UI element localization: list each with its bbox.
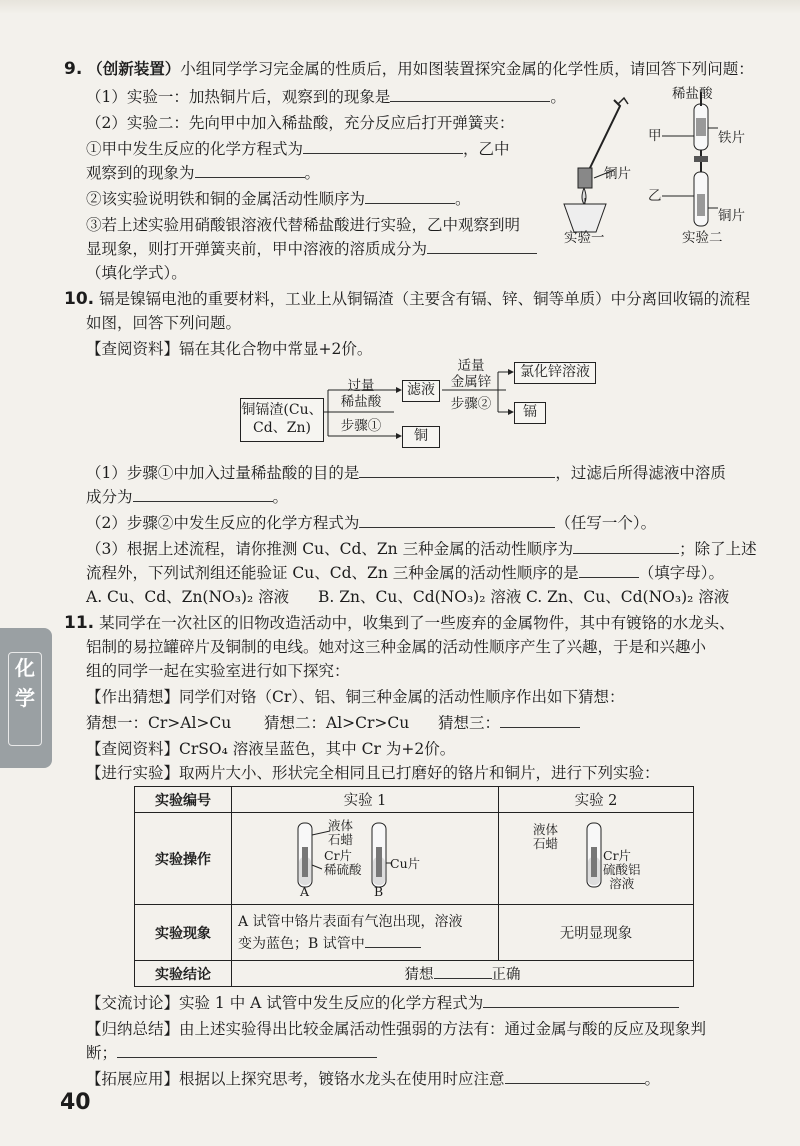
q9-part2: （2）实验二：先向甲中加入稀盐酸，充分反应后打开弹簧夹：: [86, 114, 515, 132]
exp1-label-cr: Cr片: [324, 848, 353, 863]
q11-blank-summary[interactable]: [117, 1043, 377, 1058]
q9-fig-dilute-hcl: 稀盐酸: [672, 86, 713, 102]
q9-blank-2[interactable]: [303, 139, 463, 154]
q10-flow-step2: 步骤②: [450, 396, 492, 412]
q10-info: 【查阅资料】镉在其化合物中常显+2价。: [86, 340, 373, 358]
q10-flow-reagent2: 适量 金属锌: [450, 358, 492, 390]
q10-option-b[interactable]: B. Zn、Cu、Cd(NO₃)₂ 溶液: [318, 588, 522, 606]
exp2-label-cr: Cr片: [603, 848, 632, 863]
q11-blank-extend[interactable]: [505, 1069, 645, 1084]
q11-number: 11.: [64, 613, 95, 633]
table-header-operation: 实验操作: [135, 813, 232, 905]
q11-stem-2: 铝制的易拉罐碎片及铜制的电线。她对这三种金属的活动性顺序产生了兴趣，于是和兴趣小: [86, 638, 707, 656]
q11-experiment-table: [134, 786, 694, 987]
test-tube-setup: [662, 92, 718, 226]
exp2-label-solution: 硫酸铝 溶液: [603, 862, 641, 891]
q11-experiment-intro: 【进行实验】取两片大小、形状完全相同且已打磨好的铬片和铜片，进行下列实验：: [86, 764, 660, 782]
q10-flow-zncl2: 氯化锌溶液: [514, 362, 596, 384]
q11-stem-1: 11. 某同学在一次社区的旧物改造活动中，收集到了一些废弃的金属物件，其中有镀铬的水龙头、: [64, 613, 735, 633]
table-exp1-title: 实验 1: [232, 787, 499, 813]
subject-label: 化学: [8, 652, 42, 746]
q9-part2a: ①甲中发生反应的化学方程式为 ，乙中: [86, 140, 510, 158]
table-conclusion: 猜想 正确: [232, 961, 694, 987]
q11-summary: 【归纳总结】由上述实验得出比较金属活动性强弱的方法有：通过金属与酸的反应及现象判: [86, 1020, 707, 1038]
q10-flow-reagent1: 过量 稀盐酸: [340, 378, 382, 410]
q10-stem-1: 10. 镉是镍镉电池的重要材料，工业上从铜镉渣（主要含有镉、锌、铜等单质）中分离回收镉的流程: [64, 289, 751, 309]
q10-blank-4[interactable]: [573, 539, 679, 554]
q10-blank-1[interactable]: [359, 463, 555, 478]
q10-option-a[interactable]: A. Cu、Cd、Zn(NO₃)₂ 溶液: [86, 588, 290, 606]
q9-blank-1[interactable]: [390, 87, 550, 102]
q9-blank-4[interactable]: [365, 189, 455, 204]
q9-fig-label-exp2: 实验二: [682, 230, 723, 246]
q9-fig-iron: 铁片: [718, 130, 745, 146]
alcohol-lamp-setup: [564, 98, 628, 232]
q10-blank-3[interactable]: [359, 513, 555, 528]
table-exp2-observation: 无明显现象: [499, 905, 694, 961]
q11-info: 【查阅资料】CrSO₄ 溶液呈蓝色，其中 Cr 为+2价。: [86, 740, 456, 758]
q9-fig-copper1: 铜片: [604, 166, 631, 182]
exp1-label-cu: Cu片: [390, 856, 421, 871]
q9-fig-yi: 乙: [648, 188, 662, 204]
q9-number: 9.: [64, 59, 83, 79]
table-exp1-observation: A 试管中铬片表面有气泡出现，溶液 变为蓝色；B 试管中: [232, 905, 499, 961]
q10-flow-filtrate: 滤液: [402, 380, 440, 402]
q11-guess-1: 猜想一：Cr>Al>Cu: [86, 714, 232, 732]
q10-stem-2: 如图，回答下列问题。: [86, 314, 242, 332]
table-exp1-figure-cell: [232, 813, 499, 905]
q10-number: 10.: [64, 289, 95, 309]
q11-guess-intro: 【作出猜想】同学们对铬（Cr）、铝、铜三种金属的活动性顺序作出如下猜想：: [86, 688, 625, 706]
q11-blank-obs[interactable]: [365, 933, 421, 948]
subject-side-tab: [0, 628, 52, 768]
q9-blank-3[interactable]: [195, 163, 305, 178]
q11-discuss: 【交流讨论】实验 1 中 A 试管中发生反应的化学方程式为: [86, 992, 679, 1014]
exp1-label-tube-a: A: [300, 884, 310, 899]
q9-blank-5[interactable]: [427, 239, 537, 254]
exp1-label-tube-b: B: [374, 884, 384, 899]
q11-blank-conclusion[interactable]: [434, 964, 492, 979]
q9-part2c-line2: 显现象，则打开弹簧夹前，甲中溶液的溶质成分为: [86, 238, 537, 260]
q9-fig-label-exp1: 实验一: [564, 230, 605, 246]
exp1-label-liquid: 液体 石蜡: [328, 818, 354, 847]
q10-flow-copper: 铜: [402, 426, 440, 448]
q9-stem: 9. （创新装置）小组同学学习完金属的性质后，用如图装置探究金属的化学性质，请回答下列问题：: [64, 59, 754, 79]
q10-flow-step1: 步骤①: [340, 418, 382, 434]
table-header-id: 实验编号: [135, 787, 232, 813]
q11-extend: 【拓展应用】根据以上探究思考，镀铬水龙头在使用时应注意 。: [86, 1070, 661, 1088]
q11-summary-line2: 断；: [86, 1042, 377, 1064]
q11-guess-2: 猜想二：Al>Cr>Cu: [264, 714, 410, 732]
q9-part2c-line3: （填化学式）。: [86, 264, 187, 282]
scan-edge: [0, 0, 800, 14]
q9-tag: （创新装置）: [87, 59, 181, 78]
q9-fig-jia: 甲: [648, 128, 662, 144]
q11-blank-guess3[interactable]: [500, 713, 580, 728]
q11-guess-3: 猜想三：: [438, 712, 580, 734]
page-number: 40: [60, 1090, 91, 1115]
q9-fig-copper2: 铜片: [718, 208, 745, 224]
table-header-conclusion: 实验结论: [135, 961, 232, 987]
q10-part2: （2）步骤②中发生反应的化学方程式为 （任写一个）。: [86, 514, 657, 532]
q11-stem-3: 组的同学一起在实验室进行如下探究：: [86, 662, 350, 680]
exp2-label-liquid: 液体 石蜡: [533, 822, 559, 851]
q10-part3-line2: 流程外，下列试剂组还能验证 Cu、Cd、Zn 三种金属的活动性顺序的是 （填字母）。: [86, 564, 724, 582]
exp1-label-acid: 稀硫酸: [324, 862, 362, 877]
q10-part1: （1）步骤①中加入过量稀盐酸的目的是 ，过滤后所得滤液中溶质: [86, 464, 726, 482]
q11-blank-discuss[interactable]: [483, 993, 679, 1008]
q9-part2c: ③若上述实验用硝酸银溶液代替稀盐酸进行实验，乙中观察到明: [86, 216, 521, 234]
table-exp2-figure-cell: [499, 813, 694, 905]
q9-apparatus-figure: [548, 92, 748, 252]
q10-part3: （3）根据上述流程，请你推测 Cu、Cd、Zn 三种金属的活动性顺序为 ；除了上述: [86, 540, 757, 558]
q10-flow-cadmium: 镉: [514, 402, 546, 424]
q10-flow-start: 铜镉渣(Cu、 Cd、Zn): [240, 398, 324, 442]
q9-part2b: ②该实验说明铁和铜的金属活动性顺序为 。: [86, 190, 471, 208]
q9-part2a-line2: 观察到的现象为 。: [86, 164, 321, 182]
q10-blank-2[interactable]: [133, 487, 273, 502]
table-exp2-title: 实验 2: [499, 787, 694, 813]
table-header-observation: 实验现象: [135, 905, 232, 961]
q10-option-c[interactable]: C. Zn、Cu、Cd(NO₃)₂ 溶液: [526, 588, 730, 606]
q10-part1-line2: 成分为 。: [86, 488, 289, 506]
q9-part1: （1）实验一：加热铜片后，观察到的现象是 。: [86, 88, 566, 106]
q10-blank-5[interactable]: [579, 563, 639, 578]
